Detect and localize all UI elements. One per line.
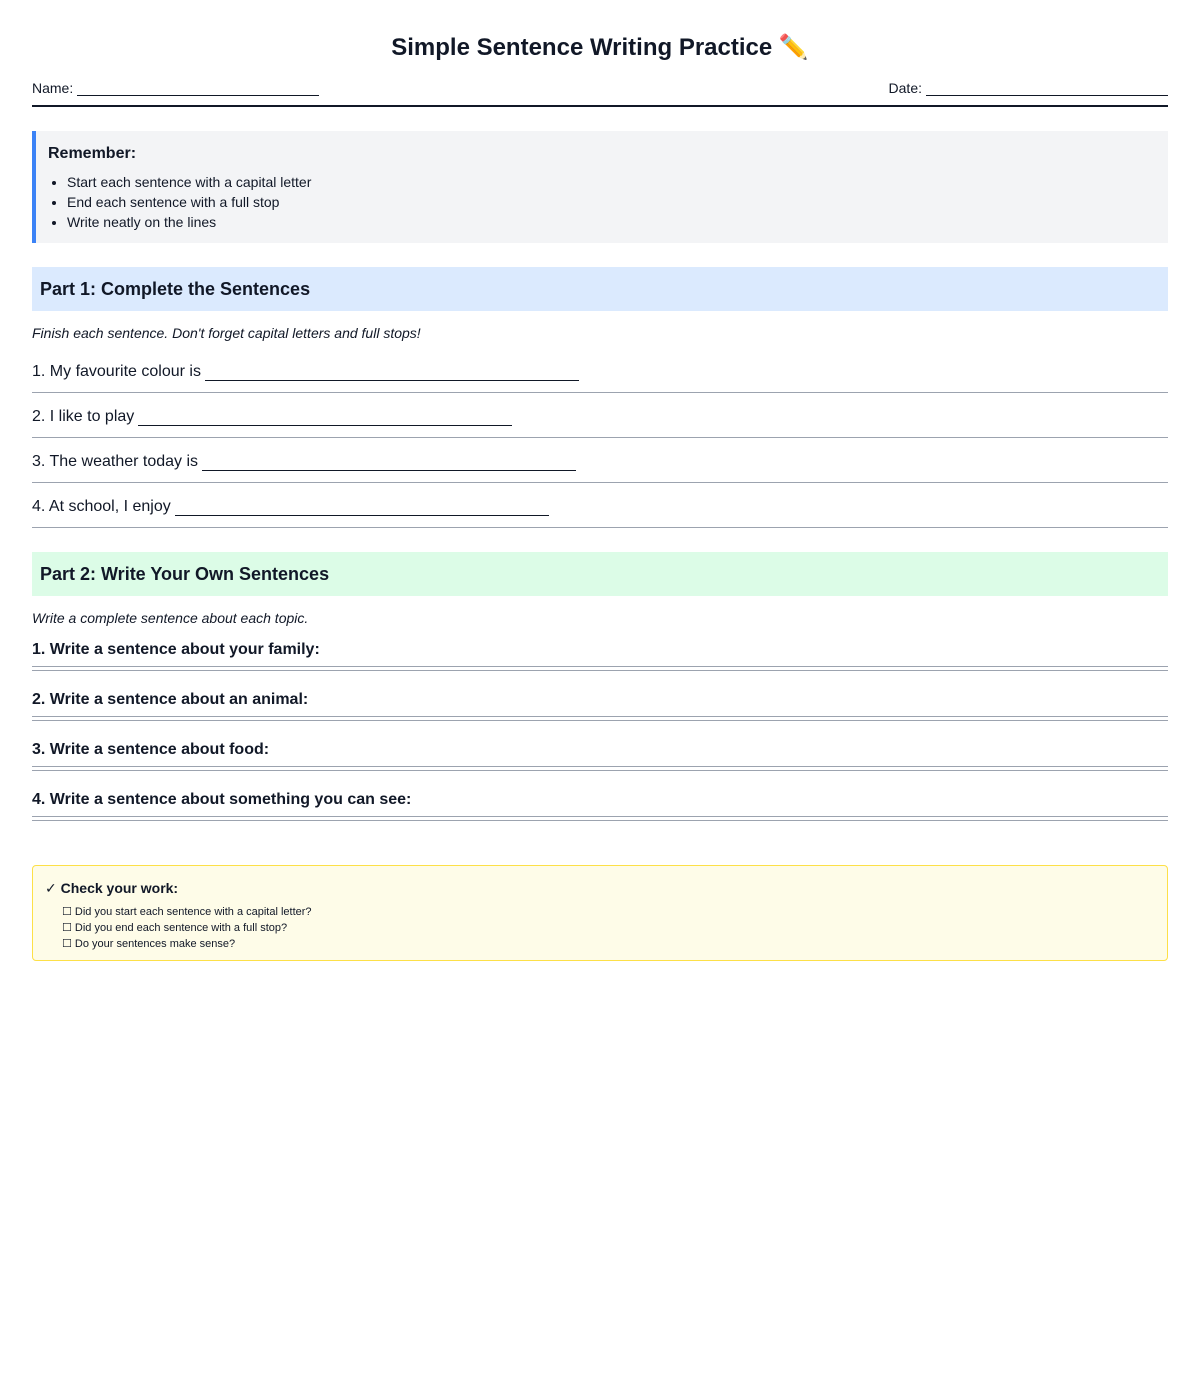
remember-list bbox=[48, 172, 1152, 232]
sentence-prompt: 3. Write a sentence about food: bbox=[32, 741, 270, 758]
date-field bbox=[889, 80, 1168, 105]
part1-heading: Part 1: Complete the Sentences bbox=[32, 267, 1168, 311]
sentence-starter: 2. I like to play bbox=[32, 407, 135, 425]
own-sentence-item bbox=[32, 791, 1168, 841]
remember-item: • Write neatly on the lines bbox=[67, 212, 1152, 232]
name-blank[interactable] bbox=[77, 81, 319, 96]
name-field bbox=[32, 80, 319, 105]
complete-sentence-item bbox=[32, 439, 1168, 483]
answer-blank[interactable] bbox=[138, 408, 512, 426]
complete-sentence-item bbox=[32, 394, 1168, 438]
remember-item: • End each sentence with a full stop bbox=[67, 192, 1152, 212]
checklist-item[interactable]: ☐ Do your sentences make sense? bbox=[62, 938, 236, 950]
own-sentence-item bbox=[32, 691, 1168, 741]
date-blank[interactable] bbox=[926, 81, 1168, 96]
complete-sentence-item bbox=[32, 349, 1168, 393]
check-heading: ✓ Check your work: bbox=[45, 880, 179, 896]
check-your-work-box bbox=[32, 865, 1168, 961]
answer-blank[interactable] bbox=[202, 453, 576, 471]
writing-lines[interactable] bbox=[32, 766, 1168, 774]
complete-sentences-list bbox=[32, 349, 1168, 528]
writing-lines[interactable] bbox=[32, 816, 1168, 824]
sentence-prompt: 1. Write a sentence about your family: bbox=[32, 641, 320, 658]
writing-line[interactable] bbox=[32, 670, 1168, 674]
remember-box bbox=[32, 131, 1168, 243]
name-label: Name: bbox=[32, 80, 74, 96]
writing-lines[interactable] bbox=[32, 716, 1168, 724]
sentence-starter: 1. My favourite colour is bbox=[32, 362, 201, 380]
remember-item: • Start each sentence with a capital letter bbox=[67, 172, 1152, 192]
checklist-item[interactable]: ☐ Did you start each sentence with a capital letter? bbox=[62, 906, 312, 918]
writing-line[interactable] bbox=[32, 720, 1168, 724]
checklist-item[interactable]: ☐ Did you end each sentence with a full stop? bbox=[62, 922, 288, 934]
part2-heading: Part 2: Write Your Own Sentences bbox=[32, 552, 1168, 596]
sentence-starter: 3. The weather today is bbox=[32, 452, 199, 470]
sentence-prompt: 4. Write a sentence about something you can see: bbox=[32, 791, 412, 808]
complete-sentence-item bbox=[32, 484, 1168, 528]
date-label: Date: bbox=[888, 80, 922, 96]
worksheet bbox=[32, 0, 1168, 961]
answer-blank[interactable] bbox=[205, 363, 579, 381]
part2-instructions: Write a complete sentence about each topic. bbox=[32, 610, 309, 626]
answer-blank[interactable] bbox=[175, 498, 549, 516]
name-date-row bbox=[32, 79, 1168, 107]
writing-lines[interactable] bbox=[32, 666, 1168, 674]
own-sentence-item bbox=[32, 641, 1168, 691]
own-sentence-item bbox=[32, 741, 1168, 791]
own-sentences-list bbox=[32, 641, 1168, 841]
page-title: Simple Sentence Writing Practice ✏️ bbox=[391, 34, 809, 61]
sentence-starter: 4. At school, I enjoy bbox=[32, 497, 171, 515]
writing-line[interactable] bbox=[32, 820, 1168, 824]
remember-heading: Remember: bbox=[48, 145, 137, 162]
writing-line[interactable] bbox=[32, 770, 1168, 774]
sentence-prompt: 2. Write a sentence about an animal: bbox=[32, 691, 309, 708]
part1-instructions: Finish each sentence. Don't forget capital letters and full stops! bbox=[32, 325, 421, 341]
